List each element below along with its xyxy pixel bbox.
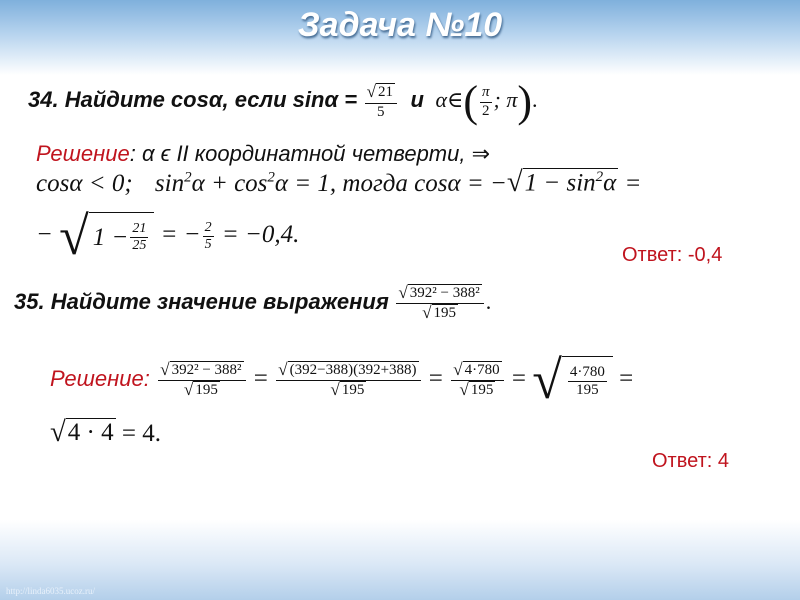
sin-denominator: 5 (377, 103, 385, 120)
sin-fraction: √ 21 5 (365, 83, 397, 121)
pi-denominator: 2 (481, 102, 490, 119)
solution-34-line1 (36, 141, 490, 167)
pi-numerator: π (480, 84, 492, 102)
right-paren: ) (517, 77, 533, 126)
task-34-conj: и (410, 87, 424, 113)
s35-eq4: = (619, 365, 634, 393)
line2-eq: = (618, 170, 642, 197)
square-exponent: 2 (595, 169, 604, 185)
s35-line2-rest: = 4. (115, 420, 161, 447)
task-35-end: . (485, 288, 492, 314)
f-21: 21 (130, 221, 148, 238)
footer-background (0, 520, 800, 600)
task-35-numerator: 392² − 388² (409, 285, 480, 301)
task-35 (14, 284, 491, 324)
s35-f1-num: 392² − 388² (171, 361, 242, 378)
task-34-alpha-in: α∈ (435, 87, 464, 113)
task-35-fraction: √ 392² − 388² √ 195 (396, 284, 483, 324)
one-minus-sin: 1 − sin (524, 169, 596, 197)
answer-35: Ответ: 4 (652, 450, 729, 472)
pi-tail: ; π (493, 87, 518, 113)
square-exponent: 2 (184, 169, 192, 186)
line3-one-minus: 1 − (92, 223, 129, 251)
f-2: 2 (203, 220, 214, 237)
s35-f1-den: 195 (195, 381, 218, 398)
then-cos: тогда cosα = − (342, 170, 507, 197)
s35-f2-num: (392−388)(392+388) (289, 361, 417, 378)
page-title: Задача №10 (297, 6, 503, 44)
solution-34-line2: cosα < 0; $\sin^2\alpha + \cos^2\alpha = 1$, тогда cosα = − √ $1 - \sin^2\alpha$ = (36, 166, 642, 198)
pi-half-fraction (480, 84, 492, 120)
solution-35-word: Решение: (50, 366, 150, 392)
task-34-label: 34. Найдите cosα, если sinα = (28, 87, 358, 113)
cos-negative: cosα < 0; (36, 170, 133, 197)
f-5: 5 (204, 236, 212, 252)
task-35-denominator: 195 (433, 305, 457, 322)
solution-35-line2: √ 4 · 4 = 4. (50, 416, 161, 448)
s35-f3-den: 195 (470, 381, 494, 398)
sin-numerator: 21 (378, 84, 394, 101)
s35-f4-den: 195 (576, 382, 599, 399)
line3-eq1: = − (160, 221, 201, 249)
square-exponent: 2 (267, 169, 275, 186)
big-radical-2: √ $\frac{4\cdot 780}{195}$ (532, 356, 613, 405)
identity-cos: α + cos (191, 170, 268, 197)
s35-eq1: = (253, 365, 268, 393)
s35-f3-num: 4·780 (464, 361, 500, 378)
answer-34: Ответ: -0,4 (622, 244, 723, 266)
line3-eq2: = −0,4. (221, 221, 300, 249)
s35-f2-den: 195 (341, 381, 365, 398)
task-35-label: 35. Найдите значение выражения (14, 288, 389, 314)
solution-35-line1: Решение: √ 392² − 388² √ 195 = √ (392−388)(392+388) √ 195 = √ 4·780 √ 195 = √ $\frac{4\cdot 780}{195}$ = (50, 350, 634, 410)
alpha: α (603, 169, 617, 197)
solution-34-word: Решение (36, 141, 130, 166)
identity-sin: sin (154, 170, 185, 197)
task-34-end: . (532, 87, 538, 113)
task-34 (28, 77, 538, 126)
s35-eq3: = (511, 365, 526, 393)
s35-line2-rad: 4 · 4 (67, 419, 114, 446)
s35-eq2: = (428, 365, 443, 393)
footer-url[interactable]: http://linda6035.ucoz.ru/ (6, 586, 95, 596)
s35-f4-num: 4·780 (568, 364, 607, 382)
left-paren: ( (463, 77, 478, 126)
solution-34-line3 (36, 206, 300, 266)
f-25: 25 (132, 238, 147, 254)
identity-eq: α = 1, (274, 170, 337, 197)
big-radical-1: √ 1 − $\frac{21}{25}$ (59, 212, 154, 261)
line3-minus: − (36, 221, 53, 249)
solution-34-line1-rest: : α ϵ II координатной четверти, ⇒ (129, 141, 491, 166)
